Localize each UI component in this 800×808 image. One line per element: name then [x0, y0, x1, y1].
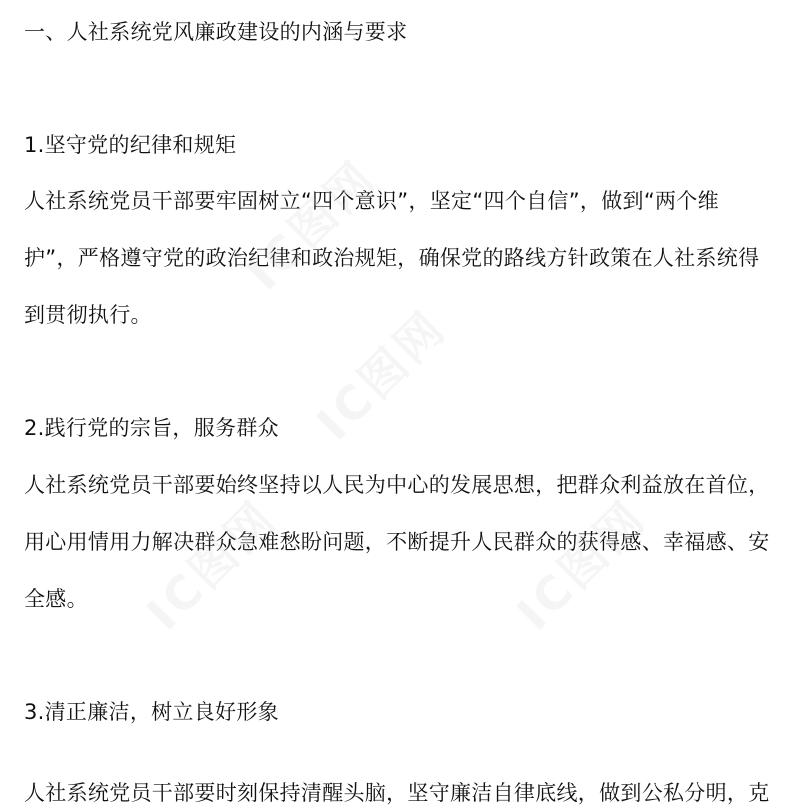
section-2-title: 2.践行党的宗旨，服务群众: [24, 416, 279, 440]
watermark: IC图网: [136, 489, 287, 641]
section-1-line-2: 护”，严格遵守党的政治纪律和政治规矩，确保党的路线方针政策在人社系统得: [24, 246, 760, 270]
section-2-line-1: 人社系统党员干部要始终坚持以人民为中心的发展思想，把群众利益放在首位，: [24, 473, 770, 497]
section-1-line-1: 人社系统党员干部要牢固树立“四个意识”，坚定“四个自信”，做到“两个维: [24, 189, 719, 213]
watermark: IC图网: [236, 149, 387, 301]
section-3-line-1: 人社系统党员干部要时刻保持清醒头脑，坚守廉洁自律底线，做到公私分明，克: [24, 781, 770, 805]
section-1-line-3: 到贯彻执行。: [24, 303, 152, 327]
section-3-title: 3.清正廉洁，树立良好形象: [24, 700, 279, 724]
section-2-line-2: 用心用情用力解决群众急难愁盼问题，不断提升人民群众的获得感、幸福感、安: [24, 530, 770, 554]
watermark: IC图网: [506, 489, 657, 641]
document-heading: 一、人社系统党风廉政建设的内涵与要求: [24, 20, 408, 44]
section-1-title: 1.坚守党的纪律和规矩: [24, 133, 237, 157]
section-2-line-3: 全感。: [24, 587, 88, 611]
watermark: IC图网: [306, 299, 457, 451]
